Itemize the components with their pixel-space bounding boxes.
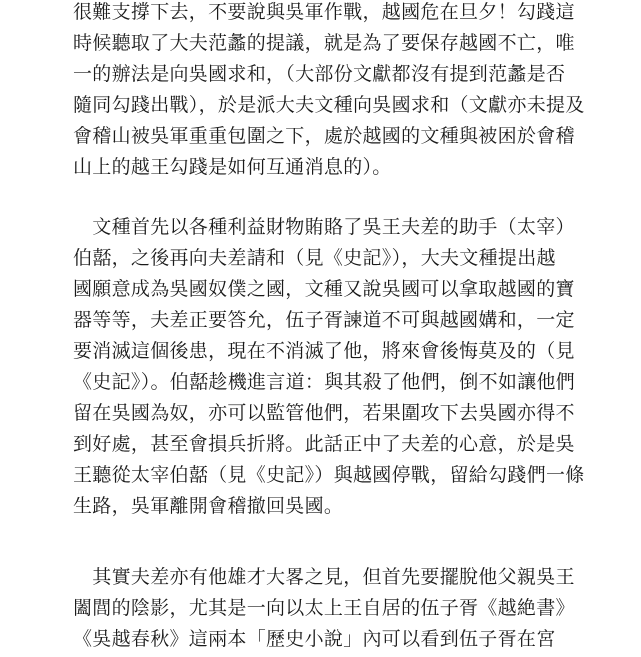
text-line: 闔閭的陰影，尤其是一向以太上王自居的伍子胥《越絶書》 — [73, 597, 575, 619]
text-line: 國願意成為吳國奴僕之國，文種又說吳國可以拿取越國的寶 — [73, 278, 575, 300]
text-line: 到好處，甚至會損兵折將。此話正中了夫差的心意，於是吳 — [73, 433, 575, 455]
text-line: 時候聽取了大夫范蠡的提議，就是為了要保存越國不亡，唯 — [73, 32, 575, 54]
text-line: 王聽從太宰伯嚭（見《史記》）與越國停戰，留給勾踐們一條 — [73, 464, 585, 486]
text-line: 一的辦法是向吳國求和，（大部份文獻都沒有提到范蠡是否 — [73, 63, 566, 85]
text-line: 很難支撐下去，不要說與吳軍作戰，越國危在旦夕！勾踐這 — [73, 1, 575, 23]
text-line: 隨同勾踐出戰），於是派大夫文種向吳國求和（文獻亦未提及 — [73, 94, 585, 116]
text-line: 文種首先以各種利益財物賄賂了吳王夫差的助手（太宰） — [73, 216, 575, 238]
text-line: 《吳越春秋》這兩本「歷史小說」內可以看到伍子胥在宮 — [73, 628, 556, 650]
text-line: 《史記》）。伯嚭趁機進言道：與其殺了他們，倒不如讓他們 — [73, 371, 576, 393]
paragraph — [73, 0, 593, 183]
text-line: 留在吳國為奴，亦可以監管他們，若果圍攻下去吳國亦得不 — [73, 402, 575, 424]
paragraph — [73, 562, 593, 655]
paragraph — [73, 212, 593, 522]
text-line: 其實夫差亦有他雄才大畧之見，但首先要擺脫他父親吳王 — [73, 566, 575, 588]
text-line: 生路，吳軍離開會稽撤回吳國。 — [73, 495, 344, 517]
text-line: 要消滅這個後患，現在不消滅了他，將來會後悔莫及的（見 — [73, 340, 575, 362]
text-line: 伯嚭，之後再向夫差請和（見《史記》），大夫文種提出越 — [73, 247, 556, 269]
text-line: 會稽山被吳軍重重包圍之下，處於越國的文種與被困於會稽 — [73, 125, 575, 147]
text-line: 器等等，夫差正要答允，伍子胥諫道不可與越國媾和，一定 — [73, 309, 575, 331]
text-line: 山上的越王勾踐是如何互通消息的）。 — [73, 156, 392, 178]
